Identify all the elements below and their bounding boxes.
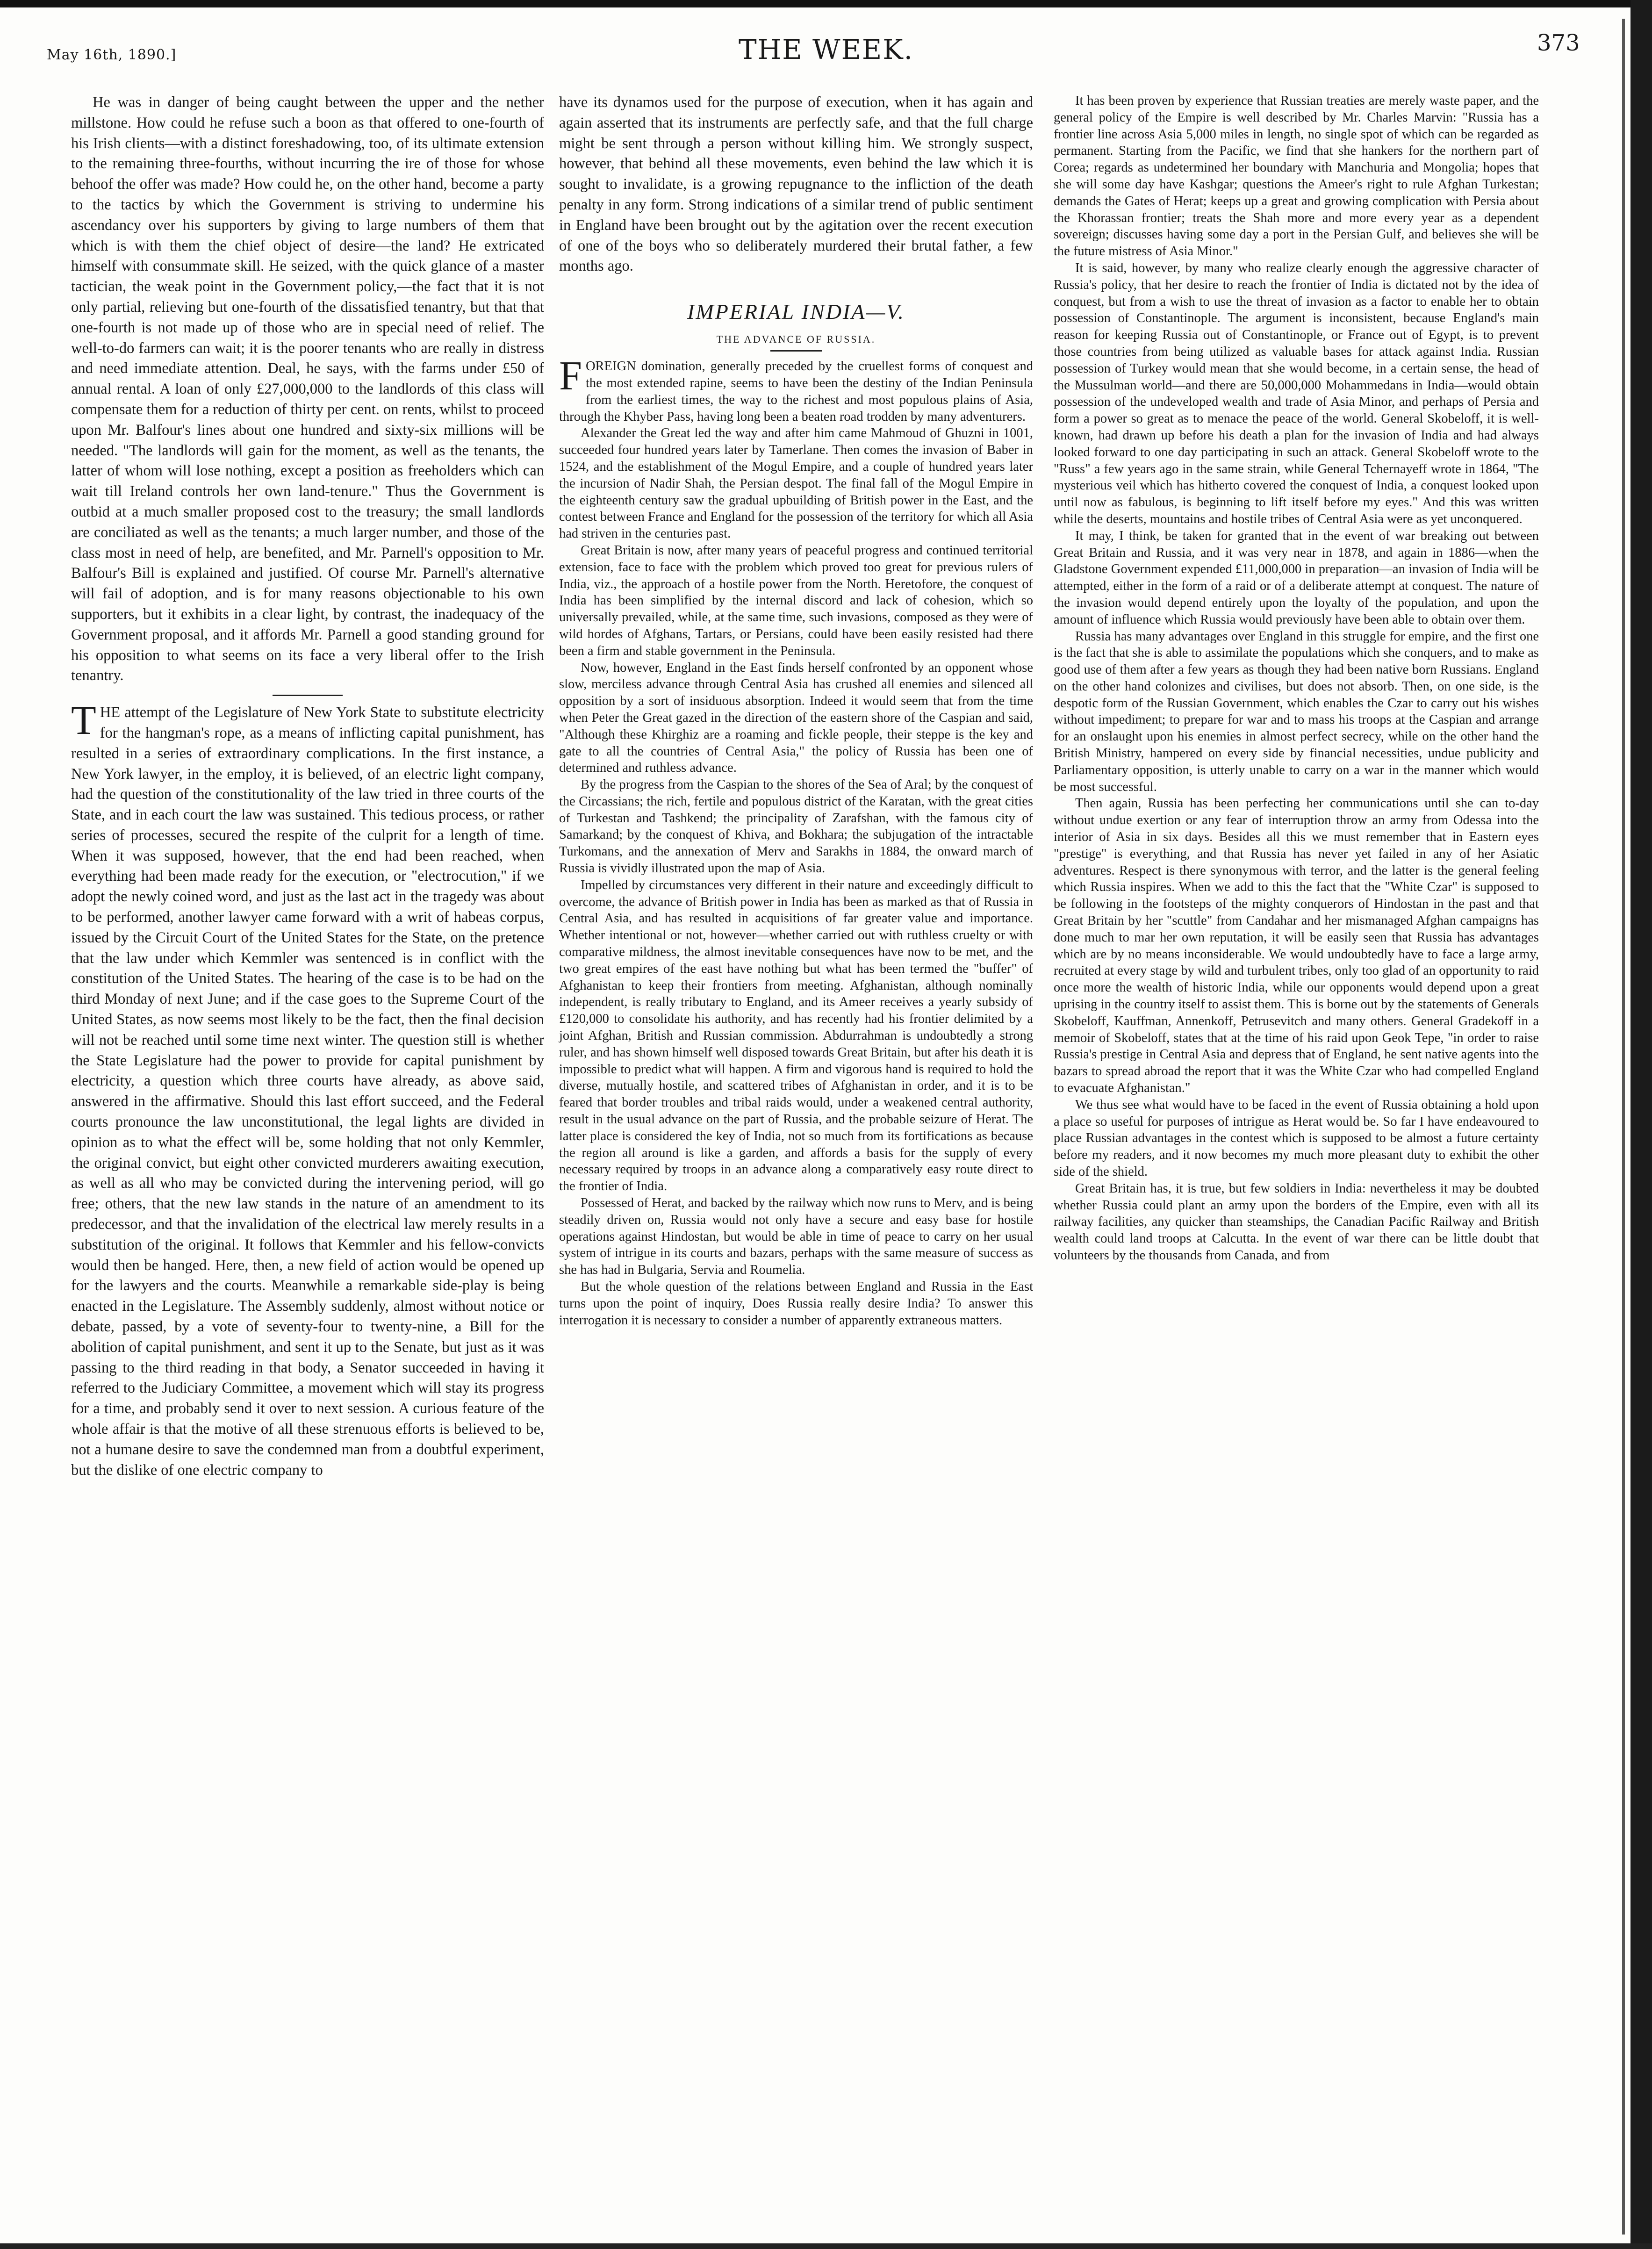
paragraph-parnell: He was in danger of being caught between the upper and the nether millstone. How could he refuse such a boon as that offered to one-fourth of his Irish clients—with a distinct foreshadowing, too, of its ultimate extension to the remaining three-fourths, without incurring the ire of those for whose behoof the offer was made? How could he, on the other hand, become a party to the tactics by which the Government is striving to undermine his ascendancy over his supporters by giving to large numbers of them that which is with them the chief object of desire—the land? He extricated himself with consummate skill. He seized, with the quick glance of a master tactician, the weak point in the Government policy,—the fact that it is not only partial, relieving but one-fourth of the dissatisfied tenantry, but that that one-fourth is not made up of those who are in special need of relief. The well-to-do farmers can wait; it is the poorer tenants who are really in distress and need immediate attention. Deal, he says, with the farms under £50 of annual rental. A loan of only £27,000,000 to the landlords of this class will compensate them for a reduction of thirty per cent. on rents, whilst to proceed upon Mr. Balfour's lines about one hundred and sixty-six millions will be needed. "The landlords will gain for the moment, as well as the tenants, the latter of whom will lose nothing, except a position as freeholders which can wait till Ireland controls her own land-tenure." Thus the Government is outbid at a much smaller proposed cost to the treasury; the small landlords are conciliated as well as the tenants; a much larger number, and those of the class most in need of help, are benefited, and Mr. Parnell's opposition to Mr. Balfour's Bill is explained and justified. Of course Mr. Parnell's alternative will fail of adoption, and is for many reasons objectionable to his own supporters, but it exhibits in a clear light, by contrast, the inadequacy of the Government proposal, and it affords Mr. Parnell a good standing ground for his opposition to what seems on its face a very liberal offer to the Irish tenantry. [71,94,544,684]
article-paragraph: We thus see what would have to be faced in the event of Russia obtaining a hold upon a place so useful for purposes of intrigue as Herat would be. So far I have endeavoured to place Russian advantages in the contest which is supposed to be almost a future certainty before my readers, and it now becomes my much more pleasant duty to exhibit the other side of the shield. [1054,1097,1539,1179]
article-paragraph: Great Britain is now, after many years of peaceful progress and continued territorial extension, face to face with the problem which proved too great for previous rulers of India, viz., the approach of a hostile power from the North. Heretofore, the conquest of India has been simplified by the internal discord and lack of cohesion, which so universally prevailed, while, at the same time, such invasions, composed as they were of wild hordes of Afghans, Tartars, or Persians, could have been easily resisted had there been a firm and stable government in the Peninsula. [559,543,1033,658]
page-edge-line [1622,19,1625,2235]
article-paragraph: Then again, Russia has been perfecting her communications until she can to-day without undue exertion or any fear of interruption throw an army from Odessa into the interior of Asia in six days. Besides all this we must remember that in Eastern eyes "prestige" is everything, and that Russia has never yet failed in any of her Asiatic adventures. Respect is there synonymous with terror, and the latter is the general feeling which Russia inspires. When we add to this the fact that the "White Czar" is supposed to be following in the footsteps of the mighty conquerors of Hindostan in the past and that Great Britain by her "scuttle" from Candahar and her mismanaged Afghan campaigns has done much to mar her own reputation, it will be easily seen that Russia has advantages which are by no means inconsiderable. We would undoubtedly have to face a large army, recruited at every stage by wild and turbulent tribes, only too glad of an opportunity to raid once more the wealth of historic India, while our opponents would depend upon a great uprising in the country itself to assist them. This is borne out by the statements of Generals Skobeloff, Kauffman, Annenkoff, Petrusevitch and many others. General Gradekoff in a memoir of Skobeloff, states that at the time of his raid upon Geok Tepe, "in order to raise Russia's prestige in Central Asia and depress that of England, he sent native agents into the bazars to spread abroad the report that it was the White Czar who had compelled England to evacuate Afghanistan." [1054,796,1539,1096]
paragraph-continuation: have its dynamos used for the purpose of execution, when it has again and again asserted that its instruments are perfectly safe, and that the full charge might be sent through a person without killing him. We strongly suspect, however, that behind all these movements, even behind the law which it is sought to invalidate, is a growing repugnance to the infliction of the death penalty in any form. Strong indications of a similar trend of public sentiment in England have been brought out by the agitation over the recent execution of one of the boys who so deliberately murdered their brutal father, a few months ago. [559,94,1033,275]
page-number: 373 [1537,30,1580,56]
article-paragraph: It has been proven by experience that Russian treaties are merely waste paper, and the general policy of the Empire is well described by Mr. Charles Marvin: "Russia has a frontier line across Asia 5,000 miles in length, no single spot of which can be regarded as permanent. Starting from the Pacific, we find that she hankers for the northern part of Corea; regards as undetermined her boundary with Manchuria and Mongolia; hopes that she will some day have Kashgar; questions the Ameer's right to rule Afghan Turkestan; demands the Gates of Herat; keeps up a great and growing complication with Persia about the Khorassan frontier; treats the Shah more and more every year as a dependent sovereign; discusses having some day a port in the Persian Gulf, and believes she will be the future mistress of Asia Minor." [1054,93,1539,259]
issue-date: May 16th, 1890.] [47,47,177,63]
article-paragraph: Russia has many advantages over England in this struggle for empire, and the first one is the fact that she is able to assimilate the populations which she conquers, and to make as good use of them after a few years as though they had been native born Russians. England on the other hand colonizes and civilises, but does not absorb. Then, on one side, is the despotic form of the Russian Government, which enables the Czar to carry out his wishes without impediment; to prepare for war and to mass his troops at the Caspian and arrange for an onslaught upon his enemies in almost perfect secrecy, while on the other hand the British Ministry, hampered on every side by financial necessities, undue publicity and Parliamentary opposition, is utterly unable to carry on a war in the manner which would be most successful. [1054,629,1539,794]
article-paragraph: Now, however, England in the East finds herself confronted by an opponent whose slow, merciless advance through Central Asia has crushed all enemies and silenced all opposition by a sort of insiduous absorption. Indeed it would seem that from the time when Peter the Great gazed in the direction of the eastern shore of the Caspian and said, "Although these Khirghiz are a roaming and fickle people, their steppe is the key and gate to all the countries of Central Asia," the policy of Russia has been one of determined and ruthless advance. [559,660,1033,776]
article-paragraph: It may, I think, be taken for granted that in the event of war breaking out between Great Britain and Russia, and it was very near in 1878, and again in 1886—when the Gladstone Government expended £11,000,000 in preparation—an invasion of India will be attempted, either in the form of a raid or of a deliberate attempt at conquest. The nature of the invasion would depend entirely upon the loyalty of the population, and upon the amount of influence which Russia would previously have been able to obtain over them. [1054,528,1539,627]
column-middle [559,93,1033,1329]
column-right [1054,93,1539,1264]
article-paragraph: Impelled by circumstances very different in their nature and exceedingly difficult to overcome, the advance of British power in India has been as marked as that of Russia in Central Asia, and has resulted in acquisitions of far greater value and importance. Whether intentional or not, however—whether carried out with ruthless cruelty or with comparative mildness, the almost inevitable consequences have now to be met, and the two great empires of the east have nothing but what has been termed the "buffer" of Afghanistan to keep their frontiers from meeting. Afghanistan, although nominally independent, is really tributary to England, and its Ameer receives a yearly subsidy of £120,000 to consolidate his authority, and has recently had his frontier delimited by a joint Afghan, British and Russian commission. Abdurrahman is undoubtedly a strong ruler, and has shown himself well disposed towards Great Britain, but after his death it is impossible to predict what will happen. A firm and vigorous hand is required to hold the diverse, mutually hostile, and scattered tribes of Afghanistan in order, and it is to be feared that border troubles and tribal raids would, under a weakened central authority, result in the usual advance on the part of Russia, and the probable seizure of Herat. The latter place is considered the key of India, not so much from its fortifications as because the region all around is like a garden, and affords a basis for the supply of every necessary required by troops in an advance along a comparatively easy route direct to the frontier of India. [559,877,1033,1194]
paragraph-electrocution: THE attempt of the Legislature of New York State to substitute electricity for the hangman's rope, as a means of inflicting capital punishment, has resulted in a series of extraordinary complications. In the first instance, a New York lawyer, in the employ, it is believed, of an electric light company, had the question of the constitutionality of the law tried in three courts of the State, and in each court the law was sustained. This tedious process, or rather series of processes, secured the respite of the culprit for a length of time. When it was supposed, however, that the end had been reached, when everything had been made ready for the execution, or "electrocution," if we adopt the newly coined word, and just as the last act in the tragedy was about to be performed, another lawyer came forward with a writ of habeas corpus, issued by the Circuit Court of the United States for the State, on the pretence that the law under which Kemmler was sentenced is in conflict with the constitution of the United States. The hearing of the case is to be had on the third Monday of next June; and if the case goes to the Supreme Court of the United States, as now seems most likely to be the fact, then the final decision will not be reached until some time next winter. The question still is whether the State Legislature had the power to provide for capital punishment by electricity, a question which three courts have already, as above said, answered in the affirmative. Should this last effort succeed, and the Federal courts pronounce the law unconstitutional, the legal lights are divided in opinion as to what the effect will be, some holding that not only Kemmler, the original convict, but eight other convicted murderers awaiting execution, as well as all who may be convicted during the intervening period, will go free; others, that the new law stands in the nature of an amendment to its predecessor, and that the invalidation of the electrical law merely results in a substitution of the original. It follows that Kemmler and his fellow-convicts would then be hanged. Here, then, a new field of action would be opened up for the lawyers and the courts. Meanwhile a remarkable side-play is being enacted in the Legislature. The Assembly suddenly, almost without notice or debate, passed, by a vote of seventy-four to twenty-nine, a Bill for the abolition of capital punishment, and sent it up to the Senate, but just as it was passing to the third reading in that body, a Senator succeeded in having it referred to the Judiciary Committee, a movement which will stay its progress for a time, and probably send it over to next session. A curious feature of the whole affair is that the motive of all these strenuous efforts is believed to be, not a humane desire to save the condemned man from a doubtful experiment, but the dislike of one electric company to [71,698,544,1479]
masthead-title: THE WEEK. [738,34,914,65]
article-paragraph: It is said, however, by many who realize clearly enough the aggressive character of Russia's policy, that her desire to reach the frontier of India is dictated not by the idea of conquest, but from a wish to use the threat of invasion as a factor to enable her to obtain possession of Constantinople. The argument is inconsistent, because England's main reason for keeping Russia out of Constantinople, or France out of Egypt, is to prevent those countries from being utilized as valuable bases for attack against India. Russian possession of Turkey would mean that she would become, in a certain sense, the head of the Mussulman world—and there are 50,000,000 Mohammedans in India—would obtain possession of the undeveloped wealth and trade of Asia Minor, and perhaps of Persia and form a power so great as to menace the peace of the world. General Skobeloff, it is well-known, had drawn up before his death a plan for the invasion of India and had always looked forward to one day participating in such an attack. General Skobeloff wrote to the "Russ" a few years ago in the same strain, while General Tchernayeff wrote in 1864, "The mysterious veil which has hitherto covered the conquest of India, a conquest looked upon until now as fabulous, is beginning to lift itself before my eyes." And this was written while the deserts, mountains and hostile tribes of Central Asia were as yet unconquered. [1054,260,1539,526]
article-heading: IMPERIAL INDIA—V. [687,300,905,324]
bottom-border [0,2243,1652,2249]
article-paragraph: But the whole question of the relations between England and Russia in the East turns upon the point of inquiry, Does Russia really desire India? To answer this interrogation it is necessary to consider a number of apparently extraneous matters. [559,1279,1033,1328]
article-subheading: THE ADVANCE OF RUSSIA. [716,333,876,345]
article-paragraph: Great Britain has, it is true, but few soldiers in India: nevertheless it may be doubted whether Russia could plant an army upon the borders of the Empire, even with all its railway facilities, any quicker than steamships, the Canadian Pacific Railway and British wealth could land troops at Calcutta. In the event of war there can be little doubt that volunteers by the thousands from Canada, and from [1054,1181,1539,1263]
article-paragraph: Possessed of Herat, and backed by the railway which now runs to Merv, and is being steadily driven on, Russia would not only have a secure and easy base for hostile operations against Hindostan, but would be able in time of peace to carry on her usual system of intrigue in its courts and bazars, perhaps with the same measure of success as she has had in Bulgaria, Servia and Roumelia. [559,1196,1033,1278]
section-divider [273,695,343,696]
article-paragraph: By the progress from the Caspian to the shores of the Sea of Aral; by the conquest of the Circassians; the rich, fertile and populous district of the Karatan, with the great cities of Turkestan and Tashkend; the principality of Zarafshan, with the famous city of Samarkand; by the conquest of Khiva, and Bokhara; the subjugation of the intractable Turkomans, and the annexation of Merv and Sarakhs in 1884, the onward march of Russia is vividly illustrated upon the map of Asia. [559,777,1033,876]
column-left [71,93,544,1480]
top-border [0,0,1652,7]
page-edge-shadow [1630,0,1652,2249]
article-paragraph: Alexander the Great led the way and after him came Mahmoud of Ghuzni in 1001, succeeded four hundred years later by Tamerlane. Then comes the invasion of Baber in 1524, and the establishment of the Mogul Empire, and a couple of hundred years later the incursion of Nadir Shah, the Persian despot. The final fall of the Mogul Empire in the eighteenth century saw the gradual upbuilding of British power in the East, and the contest between France and England for the possession of the territory for which all Asia had striven in the centuries past. [559,426,1033,541]
heading-divider [770,350,822,352]
article-paragraph: FOREIGN domination, generally preceded by the cruellest forms of conquest and the most extended rapine, seems to have been the destiny of the Indian Peninsula from the earliest times, the way to the richest and most populous plains of Asia, through the Khyber Pass, having long been a beaten road trodden by many adventurers. [559,353,1033,424]
